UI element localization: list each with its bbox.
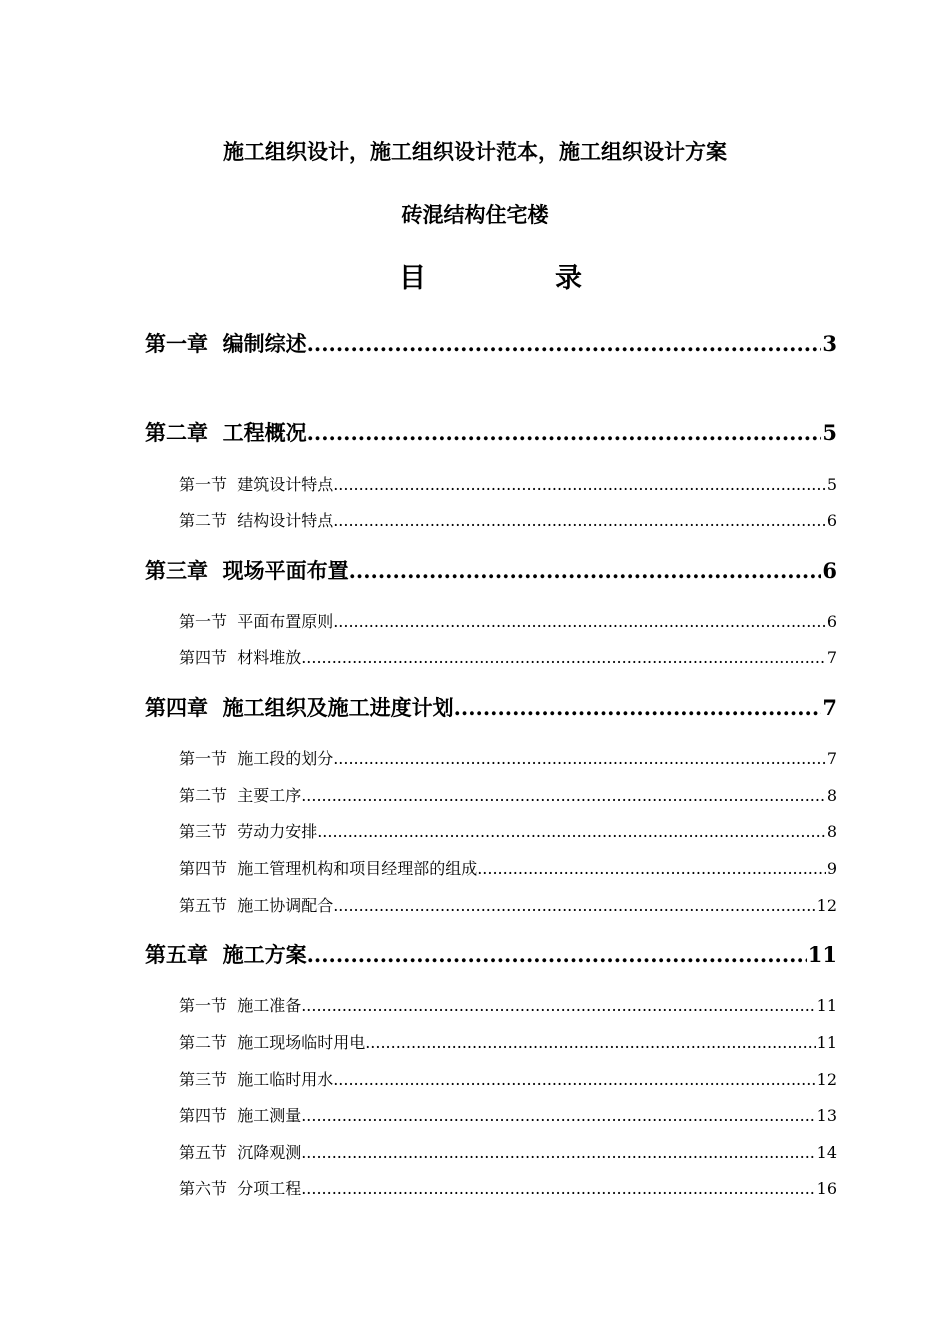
toc-entry-number: 第四节 xyxy=(179,648,228,667)
toc-heading-char-1: 目 xyxy=(399,263,426,294)
toc-entry-page: 11 xyxy=(816,996,837,1015)
toc-section-4-2[interactable] xyxy=(179,785,837,807)
toc-entry-title: 施工组织及施工进度计划 xyxy=(222,696,454,720)
toc-leader-dots xyxy=(333,611,826,633)
toc-chapter-1[interactable] xyxy=(145,330,837,358)
toc-leader-dots xyxy=(317,821,826,843)
toc-heading-char-2: 录 xyxy=(555,263,582,294)
toc-entry-number: 第二章 xyxy=(145,421,208,445)
toc-chapter-4[interactable] xyxy=(145,694,837,722)
toc-section-4-5[interactable] xyxy=(179,895,837,917)
toc-leader-dots xyxy=(333,1069,815,1091)
toc-entry-title: 施工现场临时用电 xyxy=(237,1033,366,1052)
toc-section-4-3[interactable] xyxy=(179,821,837,843)
toc-entry-title: 劳动力安排 xyxy=(237,822,318,841)
toc-entry-number: 第二节 xyxy=(179,1033,228,1052)
toc-leader-dots xyxy=(307,330,822,358)
toc-entry-page: 7 xyxy=(826,648,837,667)
toc-entry-page: 6 xyxy=(826,612,837,631)
toc-section-2-1[interactable] xyxy=(179,474,837,496)
toc-entry-page: 7 xyxy=(822,695,837,720)
toc-entry-title: 施工管理机构和项目经理部的组成 xyxy=(237,859,478,878)
toc-entry-number: 第五节 xyxy=(179,1143,228,1162)
toc-entry-number: 第一节 xyxy=(179,612,228,631)
toc-entry-number: 第一节 xyxy=(179,475,228,494)
toc-leader-dots xyxy=(333,895,815,917)
toc-entry-title: 沉降观测 xyxy=(237,1143,302,1162)
toc-entry-title: 施工方案 xyxy=(222,943,307,967)
toc-heading xyxy=(0,262,950,296)
toc-entry-page: 6 xyxy=(826,511,837,530)
toc-entry-page: 11 xyxy=(807,942,837,967)
toc-leader-dots xyxy=(301,1105,815,1127)
toc-entry-page: 12 xyxy=(816,896,837,915)
toc-entry-page: 14 xyxy=(816,1143,837,1162)
toc-entry-number: 第四节 xyxy=(179,859,228,878)
toc-entry-number: 第一节 xyxy=(179,996,228,1015)
toc-section-5-5[interactable] xyxy=(179,1142,837,1164)
toc-entry-page: 5 xyxy=(826,475,837,494)
toc-entry-title: 分项工程 xyxy=(237,1179,302,1198)
toc-chapter-2[interactable] xyxy=(145,419,837,447)
toc-section-3-4[interactable] xyxy=(179,647,837,669)
toc-section-4-4[interactable] xyxy=(179,858,837,880)
toc-entry-number: 第一章 xyxy=(145,332,208,356)
toc-entry-number: 第五节 xyxy=(179,896,228,915)
toc-entry-page: 5 xyxy=(822,420,837,445)
toc-leader-dots xyxy=(301,785,826,807)
toc-entry-title: 材料堆放 xyxy=(237,648,302,667)
toc-section-5-4[interactable] xyxy=(179,1105,837,1127)
toc-entry-page: 7 xyxy=(826,749,837,768)
toc-leader-dots xyxy=(477,858,826,880)
toc-leader-dots xyxy=(333,474,826,496)
toc-entry-title: 施工协调配合 xyxy=(237,896,334,915)
toc-entry-number: 第二节 xyxy=(179,511,228,530)
toc-entry-page: 8 xyxy=(826,822,837,841)
toc-entry-number: 第三节 xyxy=(179,1070,228,1089)
toc-leader-dots xyxy=(333,748,826,770)
toc-section-5-1[interactable] xyxy=(179,995,837,1017)
toc-chapter-3[interactable] xyxy=(145,557,837,585)
toc-entry-number: 第三章 xyxy=(145,559,208,583)
toc-section-5-2[interactable] xyxy=(179,1032,837,1054)
toc-entry-title: 编制综述 xyxy=(222,332,307,356)
toc-leader-dots xyxy=(301,647,826,669)
toc-entry-page: 8 xyxy=(826,786,837,805)
toc-entry-title: 施工测量 xyxy=(237,1106,302,1125)
toc-entry-title: 结构设计特点 xyxy=(237,511,334,530)
toc-entry-page: 9 xyxy=(826,859,837,878)
toc-entry-page: 3 xyxy=(822,331,837,356)
toc-section-5-3[interactable] xyxy=(179,1069,837,1091)
toc-entry-title: 工程概况 xyxy=(222,421,307,445)
toc-entry-page: 11 xyxy=(816,1033,837,1052)
toc-entry-page: 16 xyxy=(816,1179,837,1198)
toc-entry-number: 第四节 xyxy=(179,1106,228,1125)
toc-entry-title: 施工临时用水 xyxy=(237,1070,334,1089)
toc-entry-number: 第四章 xyxy=(145,696,208,720)
toc-entry-number: 第二节 xyxy=(179,786,228,805)
toc-section-2-2[interactable] xyxy=(179,510,837,532)
toc-entry-title: 平面布置原则 xyxy=(237,612,334,631)
toc-chapter-5[interactable] xyxy=(145,941,837,969)
toc-entry-number: 第一节 xyxy=(179,749,228,768)
toc-leader-dots xyxy=(365,1032,815,1054)
toc-entry-number: 第三节 xyxy=(179,822,228,841)
toc-leader-dots xyxy=(307,419,822,447)
toc-entry-number: 第五章 xyxy=(145,943,208,967)
toc-entry-title: 主要工序 xyxy=(237,786,302,805)
toc-leader-dots xyxy=(301,1142,815,1164)
toc-section-5-6[interactable] xyxy=(179,1178,837,1200)
document-subtitle: 砖混结构住宅楼 xyxy=(401,203,549,227)
toc-section-4-1[interactable] xyxy=(179,748,837,770)
toc-section-3-1[interactable] xyxy=(179,611,837,633)
document-title: 施工组织设计，施工组织设计范本，施工组织设计方案 xyxy=(223,140,727,164)
toc-entry-title: 建筑设计特点 xyxy=(237,475,334,494)
toc-entry-number: 第六节 xyxy=(179,1179,228,1198)
toc-leader-dots xyxy=(307,941,807,969)
toc-entry-title: 现场平面布置 xyxy=(222,559,349,583)
toc-leader-dots xyxy=(454,694,822,722)
toc-entry-page: 13 xyxy=(816,1106,837,1125)
toc-leader-dots xyxy=(333,510,826,532)
toc-entry-page: 6 xyxy=(822,558,837,583)
toc-entry-title: 施工段的划分 xyxy=(237,749,334,768)
toc-leader-dots xyxy=(349,557,822,585)
toc-leader-dots xyxy=(301,1178,815,1200)
toc-entry-page: 12 xyxy=(816,1070,837,1089)
toc-entry-title: 施工准备 xyxy=(237,996,302,1015)
toc-leader-dots xyxy=(301,995,815,1017)
